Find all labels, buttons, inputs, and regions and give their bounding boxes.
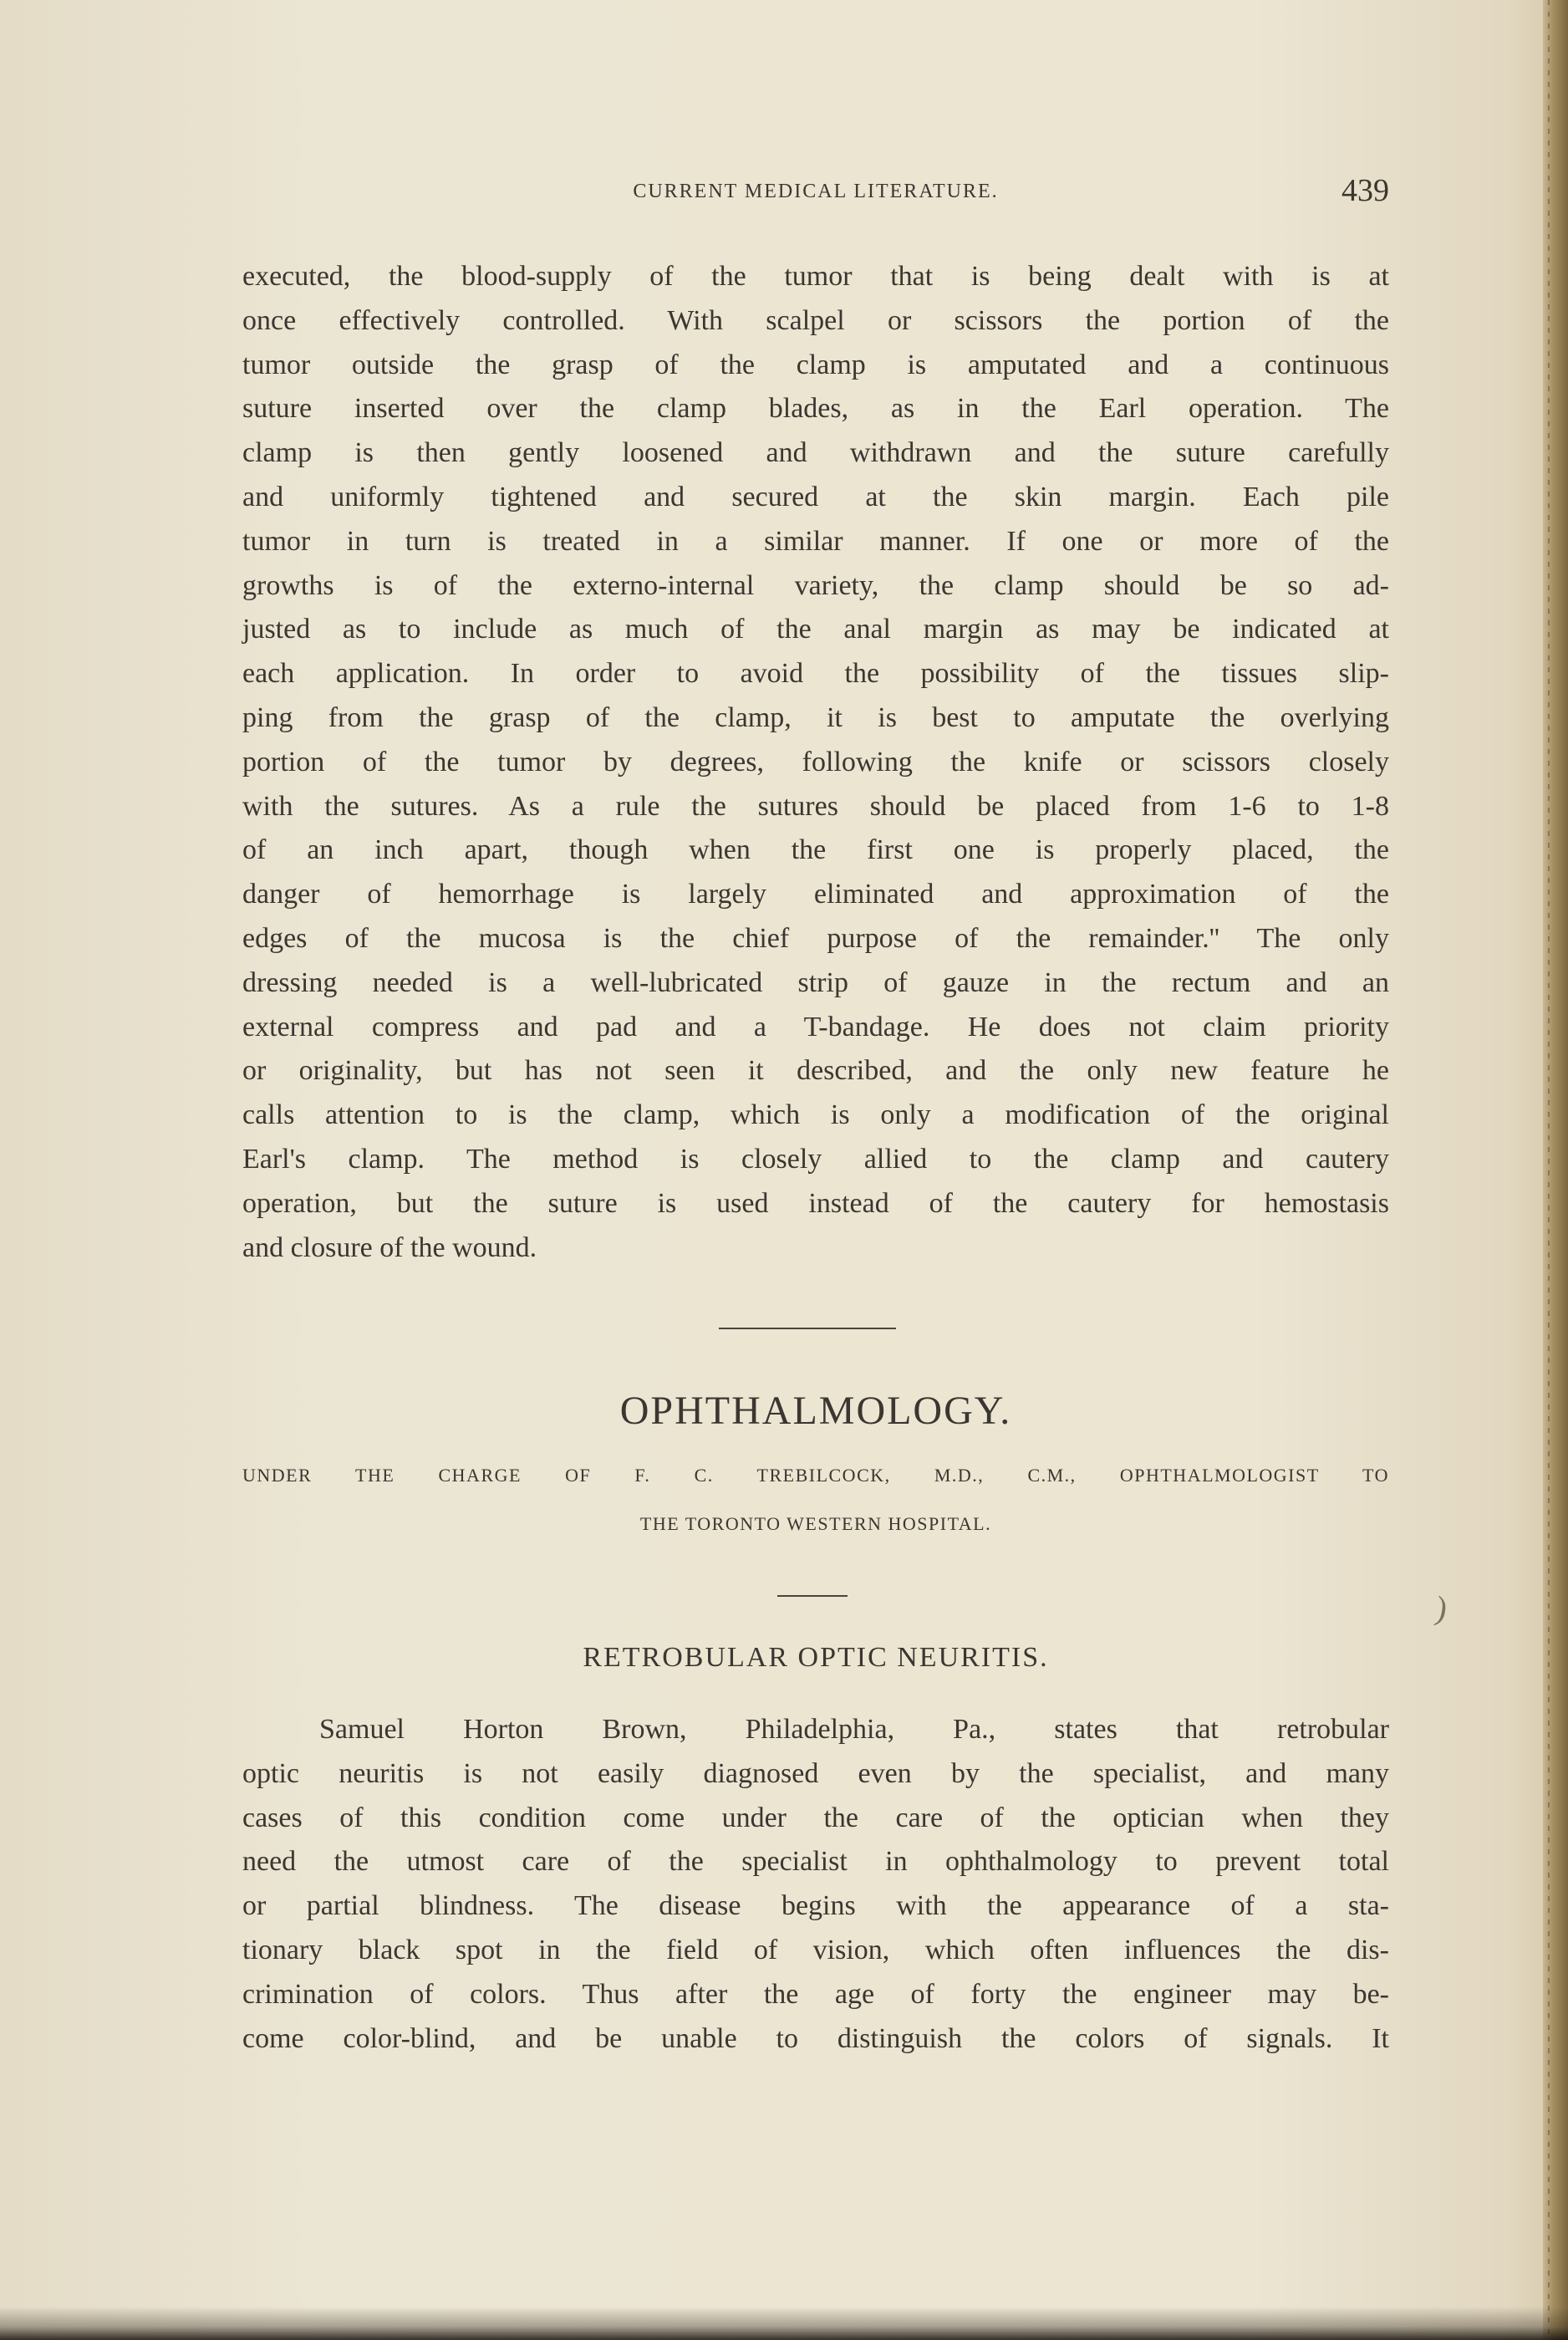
text-line: with the sutures. As a rule the sutures should be placed from 1-6 to 1-8 <box>242 790 1389 822</box>
text-line: need the utmost care of the specialist in ophthalmology to prevent total <box>242 1846 1389 1878</box>
text-line: clamp is then gently loosened and withdrawn and the suture carefully <box>242 437 1389 469</box>
text-line: portion of the tumor by degrees, following the knife or scissors closely <box>242 746 1389 777</box>
text-line: or partial blindness. The disease begins with the appearance of a sta- <box>242 1890 1389 1922</box>
text-line: come color-blind, and be unable to distinguish the colors of signals. It <box>242 2022 1389 2054</box>
section-charge-note <box>242 1451 1389 1548</box>
text-line: tumor in turn is treated in a similar manner. If one or more of the <box>242 525 1389 557</box>
charge-line-1: UNDER THE CHARGE OF F. C. TREBILCOCK, M.D., C.M., OPHTHALMOLOGIST TO <box>242 1465 1389 1486</box>
text-line: operation, but the suture is used instead of the cautery for hemostasis <box>242 1187 1389 1219</box>
text-line: growths is of the externo-internal variety, the clamp should be so ad- <box>242 569 1389 601</box>
bottom-shadow <box>0 2307 1568 2340</box>
text-line: optic neuritis is not easily diagnosed even by the specialist, and many <box>242 1757 1389 1789</box>
text-line: justed as to include as much of the anal margin as may be indicated at <box>242 614 1389 645</box>
margin-mark: ) <box>1433 1588 1451 1628</box>
charge-line-2: THE TORONTO WESTERN HOSPITAL. <box>639 1513 992 1534</box>
running-head <box>242 172 1389 214</box>
text-line: tumor outside the grasp of the clamp is amputated and a continuous <box>242 349 1389 380</box>
text-line: danger of hemorrhage is largely eliminated and approximation of the <box>242 879 1389 910</box>
text-line: of an inch apart, though when the first one is properly placed, the <box>242 834 1389 866</box>
text-line: dressing needed is a well-lubricated strip of gauze in the rectum and an <box>242 966 1389 998</box>
article-paragraph <box>242 1708 1389 2061</box>
continued-paragraph <box>242 255 1389 1270</box>
section-divider-rule <box>719 1328 896 1329</box>
section-title: OPHTHALMOLOGY. <box>619 1389 1012 1433</box>
running-title: CURRENT MEDICAL LITERATURE. <box>633 181 999 202</box>
text-line: and uniformly tightened and secured at the skin margin. Each pile <box>242 481 1389 512</box>
text-line: external compress and pad and a T-bandage. He does not claim priority <box>242 1011 1389 1043</box>
text-line: cases of this condition come under the care of the optician when they <box>242 1802 1389 1833</box>
text-line: once effectively controlled. With scalpel or scissors the portion of the <box>242 304 1389 336</box>
text-line: and closure of the wound. <box>242 1231 537 1263</box>
text-line: crimination of colors. Thus after the age of forty the engineer may be- <box>242 1978 1389 2010</box>
text-line: Earl's clamp. The method is closely allied to the clamp and cautery <box>242 1143 1389 1175</box>
text-line: tionary black spot in the field of vision, which often influences the dis- <box>242 1934 1389 1965</box>
text-line: or originality, but has not seen it described, and the only new feature he <box>242 1055 1389 1087</box>
text-line: suture inserted over the clamp blades, as in the Earl operation. The <box>242 393 1389 425</box>
text-line: executed, the blood-supply of the tumor that is being dealt with is at <box>242 261 1389 292</box>
article-title: RETROBULAR OPTIC NEURITIS. <box>583 1642 1049 1673</box>
article-divider-rule <box>777 1595 848 1597</box>
text-line: Samuel Horton Brown, Philadelphia, Pa., states that retrobular <box>319 1714 1389 1745</box>
text-line: each application. In order to avoid the possibility of the tissues slip- <box>242 658 1389 690</box>
page-edge <box>1543 0 1568 2340</box>
text-line: edges of the mucosa is the chief purpose of the remainder.'' The only <box>242 922 1389 954</box>
page-number: 439 <box>1341 173 1389 208</box>
text-line: ping from the grasp of the clamp, it is best to amputate the overlying <box>242 701 1389 733</box>
text-line: calls attention to is the clamp, which is only a modification of the original <box>242 1099 1389 1131</box>
